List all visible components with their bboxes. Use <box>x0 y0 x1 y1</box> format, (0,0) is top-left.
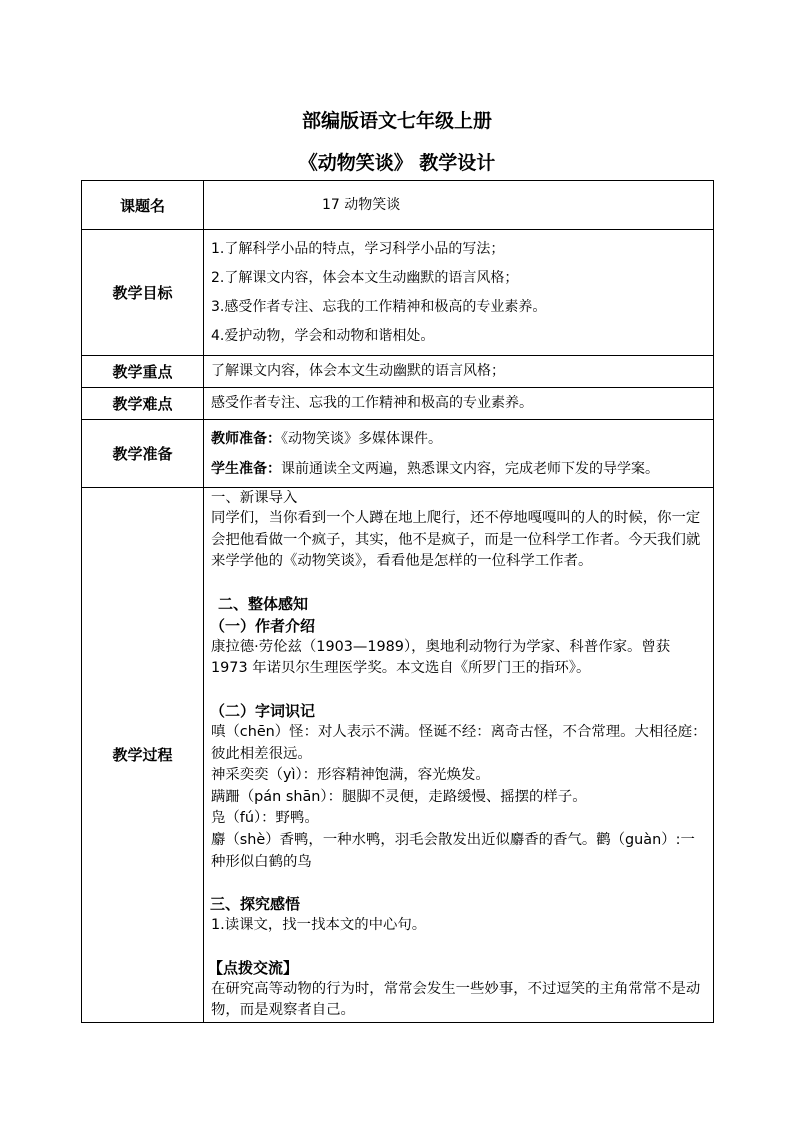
lesson-plan-table <box>81 180 714 1023</box>
preparation-cell <box>204 420 714 488</box>
section-explore-title: 三、探究感悟 <box>210 895 301 914</box>
difficulties-label: 教学难点 <box>82 388 204 420</box>
section-new-lesson-text: 同学们，当你看到一个人蹲在地上爬行，还不停地嘎嘎叫的人的时候，你一定会把他看做一个疯子，其实，他不是疯子，而是一位科学工作者。今天我们就来学学他的《动物笑谈》，看看他是怎样的一位科学工作者。 <box>211 510 701 570</box>
objectives-cell <box>204 230 714 356</box>
key-points-value: 了解课文内容，体会本文生动幽默的语言风格； <box>211 363 505 379</box>
difficulties-cell <box>204 388 714 420</box>
section-hint-title: 【点拨交流】 <box>208 958 299 977</box>
vocab-item: 麝（shè）香鸭，一种水鸭，羽毛会散发出近似麝香的香气。鹳（guàn）:一种形似白鹤的鸟 <box>211 831 695 870</box>
table-row <box>82 488 714 1023</box>
table-row <box>82 388 714 420</box>
topic-value: 17 动物笑谈 <box>322 196 401 213</box>
key-points-label: 教学重点 <box>82 356 204 388</box>
vocab-item: 凫（fú）：野鸭。 <box>211 810 319 827</box>
key-points-cell <box>204 356 714 388</box>
objectives-label: 教学目标 <box>82 230 204 356</box>
process-label: 教学过程 <box>82 488 204 1023</box>
student-preparation-label: 学生准备： <box>211 460 281 477</box>
student-preparation <box>204 454 713 484</box>
table-row <box>82 230 714 356</box>
topic-cell <box>204 181 714 230</box>
preparation-label: 教学准备 <box>82 420 204 488</box>
document-subtitle: 《动物笑谈》 教学设计 <box>298 152 496 174</box>
student-preparation-text: 课前通读全文两遍，熟悉课文内容，完成老师下发的导学案。 <box>281 460 659 477</box>
table-row <box>82 420 714 488</box>
document-title: 部编版语文七年级上册 <box>301 110 492 132</box>
table-row <box>82 356 714 388</box>
section-author-text: 康拉德·劳伦兹（1903—1989），奥地利动物行为学家、科普作家。曾获 1973 年诺贝尔生理医学奖。本文选自《所罗门王的指环》。 <box>211 638 671 677</box>
process-cell <box>204 488 714 1023</box>
topic-label: 课题名 <box>82 181 204 230</box>
table-row <box>82 181 714 230</box>
vocab-item: 神采奕奕（yì）：形容精神饱满，容光焕发。 <box>211 767 490 784</box>
objective-item: 1.了解科学小品的特点，学习科学小品的写法； <box>211 240 505 257</box>
teacher-preparation-label: 教师准备： <box>211 430 281 447</box>
teacher-preparation <box>204 424 713 454</box>
section-explore-text: 1.读课文，找一找本文的中心句。 <box>211 917 427 934</box>
objective-item: 4.爱护动物，学会和动物和谐相处。 <box>211 327 435 344</box>
section-overview-title: 二、整体感知 <box>218 594 309 613</box>
objective-item: 2.了解课文内容，体会本文生动幽默的语言风格； <box>211 269 519 286</box>
vocab-item: 蹒跚（pán shān）：腿脚不灵便，走路缓慢、摇摆的样子。 <box>211 788 587 805</box>
difficulties-value: 感受作者专注、忘我的工作精神和极高的专业素养。 <box>211 395 533 411</box>
section-hint-text: 在研究高等动物的行为时，常常会发生一些妙事，不过逗笑的主角常常不是动物，而是观察者自己。 <box>211 980 701 1019</box>
objective-item: 3.感受作者专注、忘我的工作精神和极高的专业素养。 <box>211 298 547 315</box>
section-new-lesson-title: 一、新课导入 <box>211 490 298 506</box>
teacher-preparation-text: 《动物笑谈》多媒体课件。 <box>281 430 442 447</box>
section-vocab-title: （二）字词识记 <box>210 701 316 720</box>
vocab-item: 嗔（chēn）怪：对人表示不满。怪诞不经：离奇古怪，不合常理。大相径庭：彼此相差很远。 <box>211 723 707 762</box>
section-author-title: （一）作者介绍 <box>210 616 316 635</box>
